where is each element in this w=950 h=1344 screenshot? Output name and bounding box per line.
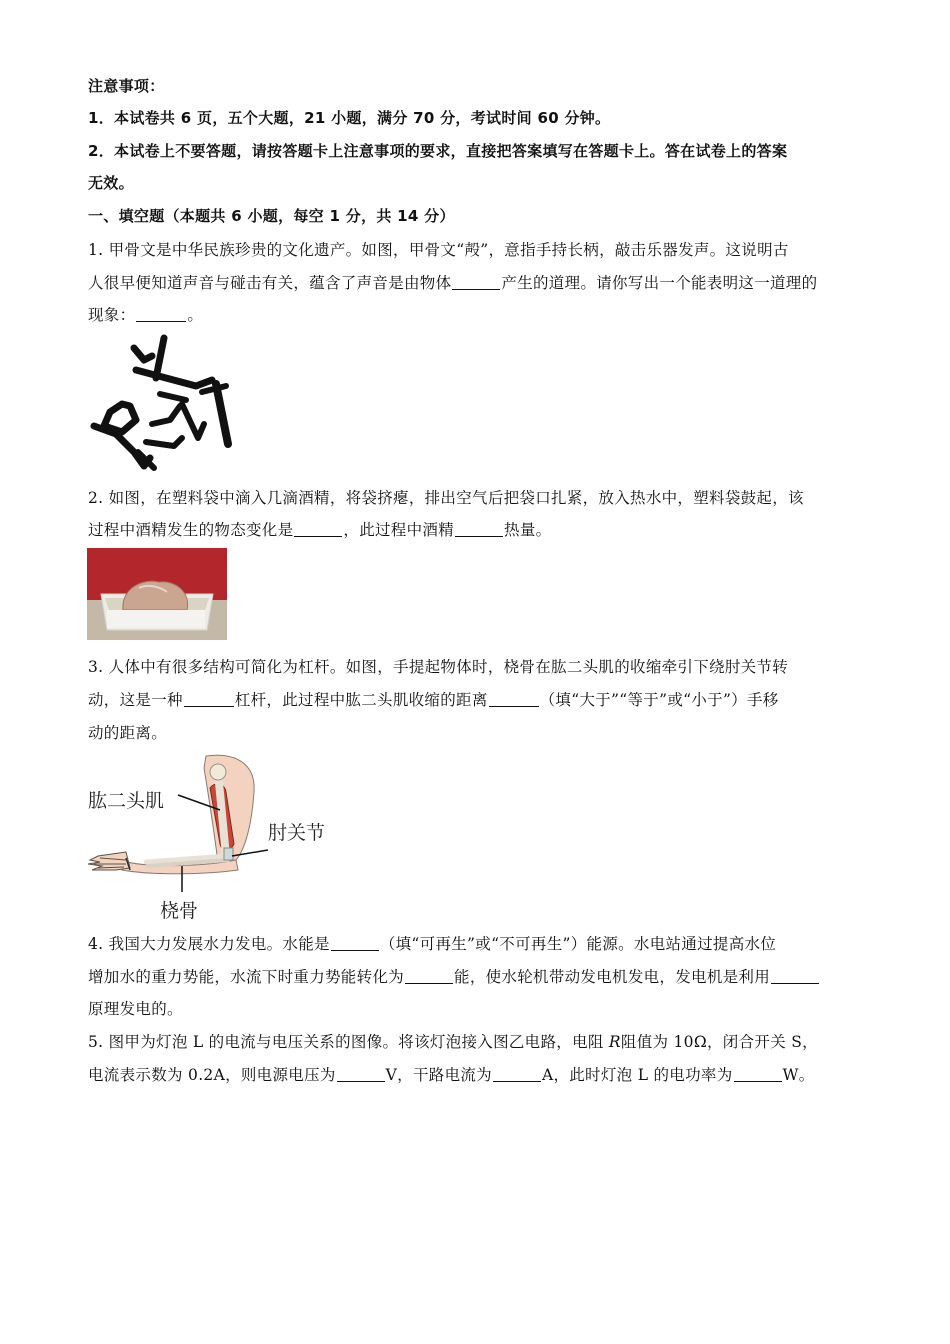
q5-text-b: 阻值为 10Ω，闭合开关 S， xyxy=(620,1033,818,1051)
q2-blank-1[interactable] xyxy=(294,522,342,537)
q3-line-1: 3. 人体中有很多结构可简化为杠杆。如图，手提起物体时，桡骨在肱二头肌的收缩牵引下绕肘关节转 xyxy=(88,658,789,676)
fig-label-radius: 桡骨 xyxy=(160,900,199,922)
q1-line-1: 1. 甲骨文是中华民族珍贵的文化遗产。如图，甲骨文“殸”，意指手持长柄，敲击乐器发声。这说明古 xyxy=(88,241,789,259)
q4-blank-3[interactable] xyxy=(771,969,819,984)
q3-blank-1[interactable] xyxy=(184,692,234,707)
notice-item-2-line-2: 无效。 xyxy=(88,174,134,192)
q4-line-1 xyxy=(88,932,776,954)
q2-text-c: 热量。 xyxy=(504,521,552,539)
q3-blank-2[interactable] xyxy=(489,692,539,707)
q5-text-c: 电流表示数为 0.2A，则电源电压为 xyxy=(88,1066,336,1084)
q3-line-3: 动的距离。 xyxy=(88,724,168,742)
q3-line-2 xyxy=(88,688,779,710)
q2-blank-2[interactable] xyxy=(455,522,503,537)
q1-line-2 xyxy=(88,271,817,293)
fig-label-elbow-joint: 肘关节 xyxy=(268,822,326,844)
oracle-bone-glyph-figure xyxy=(86,334,236,474)
q2-line-2 xyxy=(88,518,551,540)
notice-item-1: 1．本试卷共 6 页，五个大题，21 小题，满分 70 分，考试时间 60 分钟。 xyxy=(88,109,611,127)
q4-text-c: 增加水的重力势能，水流下时重力势能转化为 xyxy=(88,968,405,986)
q5-text-f: W。 xyxy=(782,1066,815,1084)
q4-text-b: （填“可再生”或“不可再生”）能源。水电站通过提高水位 xyxy=(379,935,777,953)
q2-text-b: ，此过程中酒精 xyxy=(343,521,455,539)
q1-text-b: 产生的道理。请你写出一个能表明这一道理的 xyxy=(501,274,818,292)
q4-text-d: 能，使水轮机带动发电机发电，发电机是利用 xyxy=(454,968,771,986)
q5-blank-1[interactable] xyxy=(337,1067,385,1082)
q5-line-1 xyxy=(88,1030,818,1052)
q5-text-d: V，干路电流为 xyxy=(385,1066,492,1084)
q4-blank-2[interactable] xyxy=(405,969,453,984)
q4-blank-1[interactable] xyxy=(331,936,379,951)
q2-text-a: 过程中酒精发生的物态变化是 xyxy=(88,521,294,539)
q1-text-c: 现象： xyxy=(88,306,136,324)
q5-text-a: 5. 图甲为灯泡 L 的电流与电压关系的图像。将该灯泡接入图乙电路，电阻 xyxy=(88,1033,609,1051)
plastic-bag-photo xyxy=(87,548,227,640)
q1-blank-1[interactable] xyxy=(452,275,500,290)
q4-line-3: 原理发电的。 xyxy=(88,1000,183,1018)
q1-blank-2[interactable] xyxy=(136,307,186,322)
q1-line-3 xyxy=(88,303,203,325)
q3-text-a: 动，这是一种 xyxy=(88,691,183,709)
fig-label-biceps: 肱二头肌 xyxy=(88,790,165,812)
q5-blank-3[interactable] xyxy=(734,1067,782,1082)
q1-text-d: 。 xyxy=(187,306,204,324)
q5-text-e: A，此时灯泡 L 的电功率为 xyxy=(541,1066,733,1084)
q3-text-b: 杠杆，此过程中肱二头肌收缩的距离 xyxy=(234,691,488,709)
q5-blank-2[interactable] xyxy=(493,1067,541,1082)
section-1-heading: 一、填空题（本题共 6 小题，每空 1 分，共 14 分） xyxy=(88,207,455,225)
q5-line-2 xyxy=(88,1063,815,1085)
q3-text-c: （填“大于”“等于”或“小于”）手移 xyxy=(539,691,779,709)
q5-resistor-symbol: R xyxy=(608,1033,621,1051)
q4-line-2 xyxy=(88,965,820,987)
notice-title: 注意事项： xyxy=(88,77,165,95)
q1-text-a: 人很早便知道声音与碰击有关，蕴含了声音是由物体 xyxy=(88,274,452,292)
q2-line-1: 2. 如图，在塑料袋中滴入几滴酒精，将袋挤瘪，排出空气后把袋口扎紧，放入热水中，塑料袋鼓起，该 xyxy=(88,489,804,507)
notice-item-2-line-1: 2．本试卷上不要答题，请按答题卡上注意事项的要求，直接把答案填写在答题卡上。答在试卷上的答案 xyxy=(88,142,788,160)
q4-text-a: 4. 我国大力发展水力发电。水能是 xyxy=(88,935,330,953)
